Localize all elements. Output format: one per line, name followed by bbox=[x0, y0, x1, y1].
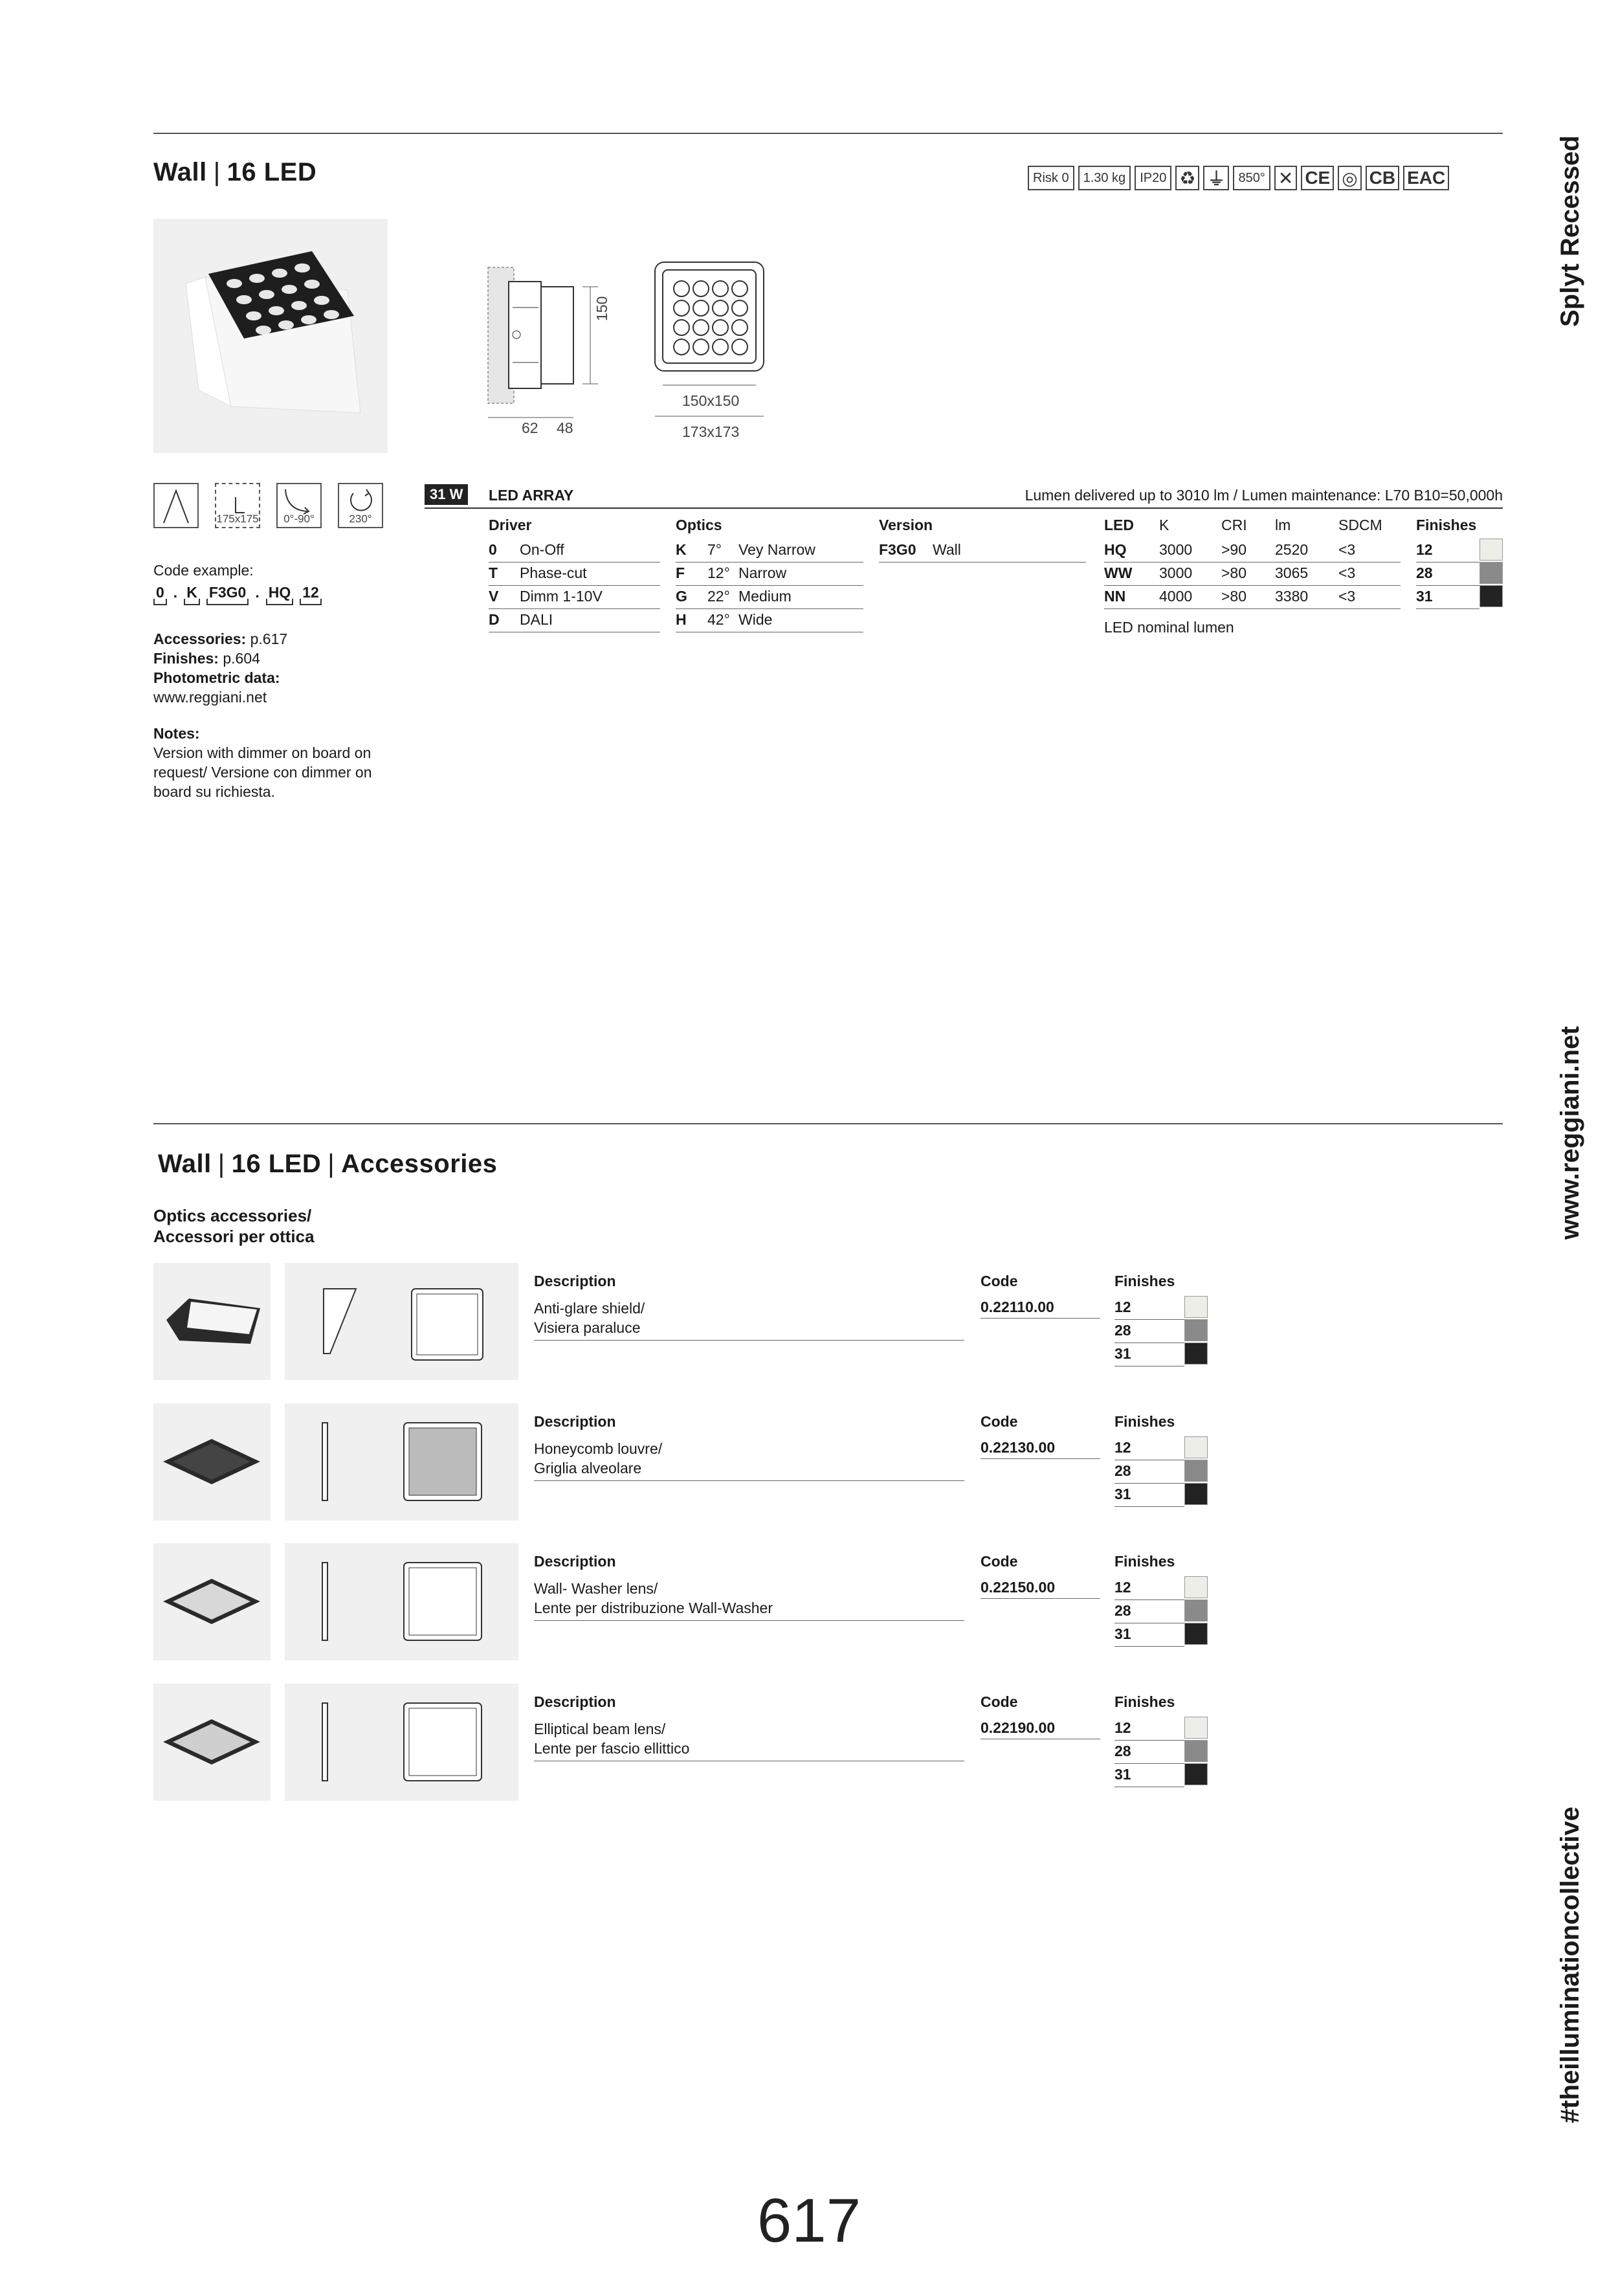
dim-height: 150 bbox=[593, 296, 610, 321]
dim-outer: 173x173 bbox=[682, 423, 740, 440]
finish-swatch-12 bbox=[1184, 1717, 1208, 1739]
eac-mark: EAC bbox=[1403, 166, 1449, 190]
accessory-drawing bbox=[285, 1543, 518, 1660]
top-rule bbox=[153, 133, 1503, 134]
finish-swatch-12 bbox=[1184, 1436, 1208, 1458]
finish-swatch-31 bbox=[1184, 1623, 1208, 1645]
finish-swatch-31 bbox=[1184, 1763, 1208, 1785]
ccc-icon: ◎ bbox=[1338, 166, 1361, 190]
product-photo bbox=[153, 219, 388, 453]
led-array-label: LED ARRAY bbox=[489, 487, 574, 504]
finish-swatch-28 bbox=[1184, 1319, 1208, 1341]
accessory-drawing bbox=[285, 1684, 518, 1801]
accessory-code: 0.22110.00 bbox=[981, 1298, 1054, 1315]
references: Accessories: p.617 Finishes: p.604 Photometric data: www.reggiani.net Notes: Version with dimmer on board on request/ Versione con dimmer on board su richiesta. bbox=[153, 629, 399, 801]
accessory-code: 0.22130.00 bbox=[981, 1439, 1056, 1456]
weight-badge: 1.30 kg bbox=[1078, 166, 1131, 190]
page-number: 617 bbox=[757, 2186, 861, 2255]
dim-inner: 150x150 bbox=[682, 392, 740, 409]
beam-angle-icon bbox=[153, 483, 199, 528]
photometric-link[interactable]: www.reggiani.net bbox=[153, 689, 267, 706]
accessory-drawing bbox=[285, 1263, 518, 1380]
hashtag: #theilluminationcollective bbox=[1556, 1806, 1584, 2123]
accessory-code: 0.22150.00 bbox=[981, 1579, 1056, 1596]
rotation-icon: 230° bbox=[338, 483, 383, 528]
version-header: Version bbox=[879, 517, 933, 533]
lumen-note: Lumen delivered up to 3010 lm / Lumen maintenance: L70 B10=50,000h bbox=[1025, 487, 1503, 504]
finish-swatch-28 bbox=[1184, 1740, 1208, 1762]
code-example: 0 . K F3G0 . HQ 12 bbox=[153, 584, 322, 601]
finish-swatch-31 bbox=[1184, 1483, 1208, 1505]
finish-swatch-12 bbox=[1184, 1296, 1208, 1318]
driver-header: Driver bbox=[489, 517, 532, 533]
product-photo-image bbox=[153, 219, 388, 453]
led-note: LED nominal lumen bbox=[1104, 619, 1234, 636]
accessory-photo bbox=[153, 1543, 271, 1660]
accessories-title: Wall | 16 LED | Accessories bbox=[158, 1150, 498, 1178]
accessory-photo bbox=[153, 1684, 271, 1801]
optics-header: Optics bbox=[676, 517, 722, 533]
earth-ground-icon: ⏚ bbox=[1203, 166, 1229, 190]
finish-swatch-28 bbox=[1479, 562, 1503, 584]
risk-badge: Risk 0 bbox=[1028, 166, 1074, 190]
accessory-code: 0.22190.00 bbox=[981, 1719, 1056, 1736]
finish-swatch-31 bbox=[1479, 585, 1503, 607]
cutout-icon: 175x175 bbox=[215, 483, 260, 528]
recycle-icon: ♻ bbox=[1175, 166, 1199, 190]
notes-text: Version with dimmer on board on request/ Versione con dimmer on board su richiesta. bbox=[153, 744, 372, 800]
category-label: Splyt Recessed bbox=[1556, 135, 1584, 327]
accessory-drawing bbox=[285, 1403, 518, 1521]
finishes-header: Finishes bbox=[1416, 517, 1477, 533]
code-example-label: Code example: bbox=[153, 562, 254, 579]
certification-badges bbox=[1024, 166, 1449, 190]
no-cover-icon: ✕ bbox=[1274, 166, 1297, 190]
ip-badge: IP20 bbox=[1135, 166, 1171, 190]
product-title: Wall | 16 LED bbox=[153, 158, 317, 186]
finish-swatch-31 bbox=[1184, 1343, 1208, 1365]
finish-swatch-28 bbox=[1184, 1460, 1208, 1482]
tilt-icon: 0°-90° bbox=[276, 483, 322, 528]
dim-depth-a: 62 bbox=[522, 419, 538, 436]
power-badge: 31 W bbox=[425, 484, 468, 505]
accessory-photo bbox=[153, 1403, 271, 1521]
accessories-rule bbox=[153, 1123, 1503, 1124]
accessories-subtitle: Optics accessories/ Accessori per ottica bbox=[153, 1206, 315, 1246]
accessory-photo bbox=[153, 1263, 271, 1380]
website-link[interactable]: www.reggiani.net bbox=[1556, 1026, 1584, 1240]
temperature-badge: 850° bbox=[1233, 166, 1270, 190]
cb-mark: CB bbox=[1366, 166, 1399, 190]
dim-depth-b: 48 bbox=[557, 419, 573, 436]
finish-swatch-28 bbox=[1184, 1599, 1208, 1622]
finish-swatch-12 bbox=[1479, 539, 1503, 561]
spec-rule bbox=[425, 507, 1503, 509]
finish-swatch-12 bbox=[1184, 1576, 1208, 1598]
ce-mark: CE bbox=[1301, 166, 1334, 190]
